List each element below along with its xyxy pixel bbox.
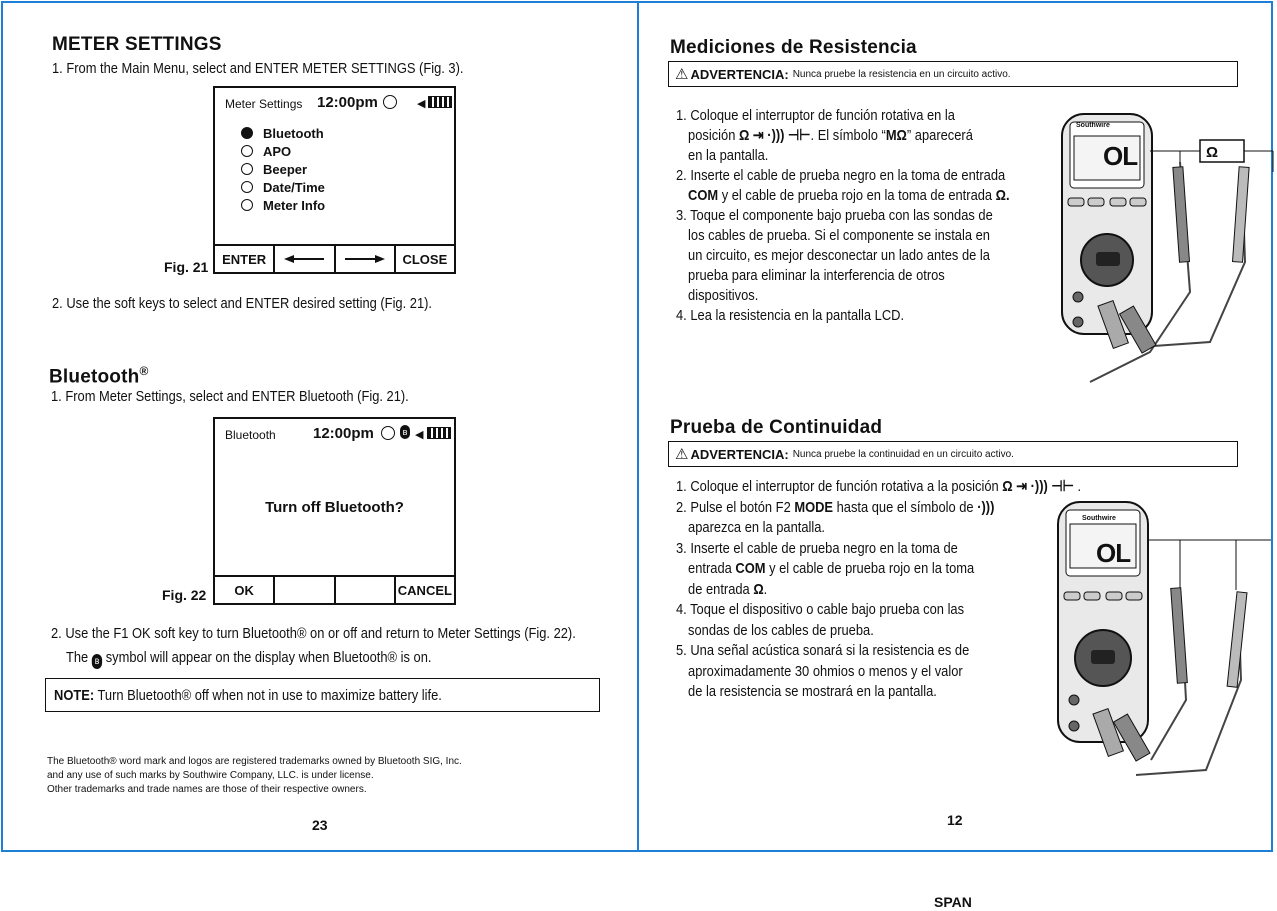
meter-reading: OL	[1103, 141, 1138, 171]
bluetooth-heading: Bluetooth®	[49, 364, 149, 388]
bluetooth-icon: ʙ	[92, 654, 102, 669]
radio-icon	[241, 199, 253, 211]
radio-icon	[241, 163, 253, 175]
resistor-symbol: Ω	[1206, 144, 1219, 161]
radio-icon	[241, 145, 253, 157]
bluetooth-step2-line2: The ʙ symbol will appear on the display when Bluetooth® is on.	[66, 649, 432, 667]
screen-title: Bluetooth	[225, 428, 276, 442]
function-symbols-icon: Ω ⇥ ·))) ⊣⊢	[1002, 478, 1074, 495]
battery-icon	[428, 96, 452, 108]
clock-icon	[383, 95, 397, 109]
radio-selected-icon	[241, 127, 253, 139]
speaker-icon: ◀	[415, 429, 424, 441]
option-bluetooth[interactable]: Bluetooth	[241, 124, 325, 142]
bluetooth-step1: 1. From Meter Settings, select and ENTER Bluetooth (Fig. 21).	[51, 388, 409, 405]
registered-mark: ®	[139, 364, 149, 378]
softkey-enter[interactable]: ENTER	[215, 246, 275, 272]
option-beeper[interactable]: Beeper	[241, 160, 325, 178]
span-label: SPAN	[934, 894, 972, 910]
meter-brand: Southwire	[1082, 515, 1116, 522]
note-box	[45, 678, 600, 712]
continuity-steps: 1. Coloque el interruptor de función rotativa a la posición Ω ⇥ ·))) ⊣⊢ . 2. Pulse el botón F2 MODE hasta que el símbolo de ·))) aparezca en la pantalla. 3. Inserte el cable de prueba negro en la toma de entrada COM y el cable de prueba rojo en la toma de entrada Ω. 4. Toque el dispositivo o cable bajo prueba con las sondas de los cables de prueba. 5. Una señal acústica sonará si la resistencia es de aproximadamente 30 ohmios o menos y el valor de la resistencia se mostrará en la pantalla.	[676, 478, 1082, 700]
clock-icon	[381, 426, 395, 440]
arrow-left-icon	[284, 255, 324, 263]
warning-triangle-icon: ⚠	[675, 446, 689, 463]
meter-settings-step1: 1. From the Main Menu, select and ENTER METER SETTINGS (Fig. 3).	[52, 60, 464, 77]
note-label: NOTE:	[54, 687, 95, 704]
fig21-label: Fig. 21	[164, 259, 209, 275]
option-meter-info[interactable]: Meter Info	[241, 196, 325, 214]
battery-icon	[427, 427, 451, 439]
page-number-right: 12	[947, 812, 963, 828]
resistance-heading: Mediciones de Resistencia	[670, 37, 917, 58]
softkey-empty-3[interactable]	[336, 577, 396, 603]
continuity-heading: Prueba de Continuidad	[670, 417, 883, 438]
option-date-time[interactable]: Date/Time	[241, 178, 325, 196]
fig22-label: Fig. 22	[162, 587, 207, 603]
screen-title: Meter Settings	[225, 97, 303, 111]
function-symbols-icon: Ω ⇥ ·))) ⊣⊢	[738, 127, 811, 144]
multimeter-resistance-illustration	[1060, 112, 1275, 392]
settings-options	[241, 124, 325, 214]
multimeter-continuity-illustration	[1056, 500, 1271, 800]
meter-settings-heading: METER SETTINGS	[52, 34, 222, 55]
screen-time: 12:00pm	[317, 94, 378, 111]
speaker-icon: ◀	[417, 98, 426, 110]
note-text: Turn Bluetooth® off when not in use to maximize battery life.	[97, 687, 442, 704]
bluetooth-screen	[213, 417, 456, 605]
screen-time: 12:00pm	[313, 425, 374, 442]
softkey-bar	[215, 244, 454, 272]
continuity-icon: ·)))	[977, 498, 995, 516]
option-apo[interactable]: APO	[241, 142, 325, 160]
softkey-close[interactable]: CLOSE	[402, 251, 448, 267]
softkey-cancel[interactable]: CANCEL	[397, 582, 452, 598]
meter-reading: OL	[1096, 538, 1131, 568]
bluetooth-icon: ʙ	[400, 425, 410, 439]
softkey-left-arrow[interactable]	[275, 246, 335, 272]
meter-settings-step2: 2. Use the soft keys to select and ENTER desired setting (Fig. 21).	[52, 295, 433, 312]
page-divider	[637, 1, 639, 852]
resistance-warning: ⚠ ADVERTENCIA: Nunca pruebe la resistencia en un circuito activo.	[668, 61, 1238, 87]
continuity-warning: ⚠ ADVERTENCIA: Nunca pruebe la continuidad en un circuito activo.	[668, 441, 1238, 467]
radio-icon	[241, 181, 253, 193]
softkey-empty-2[interactable]	[275, 577, 335, 603]
page-number-left: 23	[312, 817, 328, 833]
resistance-steps: 1. Coloque el interruptor de función rotativa en la posición Ω ⇥ ·))) ⊣⊢. El símbolo “MΩ” aparecerá en la pantalla. 2. Inserte el cable de prueba negro en la toma de entrada COM y el cable de prueba rojo en la toma de entrada Ω. 3. Toque el componente bajo prueba con las sondas de los cables de prueba. Si el componente se instala en un circuito, es mejor desconectar un lado antes de la prueba para eliminar la interferencia de otros dispositivos. 4. Lea la resistencia en la pantalla LCD.	[676, 107, 1010, 324]
meter-brand: Southwire	[1076, 122, 1110, 129]
arrow-right-icon	[345, 255, 385, 263]
trademark-notice: The Bluetooth® word mark and logos are registered trademarks owned by Bluetooth SIG, Inc. and any use of such marks by Southwire Company, LLC. is under license. Other trademarks and trade names are those of their respective owners.	[47, 756, 462, 795]
bluetooth-step2-line1: 2. Use the F1 OK soft key to turn Bluetooth® on or off and return to Meter Settings (Fig. 22).	[51, 625, 576, 642]
warning-triangle-icon: ⚠	[675, 66, 689, 83]
softkey-right-arrow[interactable]	[336, 246, 396, 272]
softkey-ok[interactable]: OK	[215, 577, 275, 603]
bluetooth-prompt: Turn off Bluetooth?	[265, 499, 404, 516]
softkey-bar	[215, 575, 454, 603]
meter-settings-screen	[213, 86, 456, 274]
